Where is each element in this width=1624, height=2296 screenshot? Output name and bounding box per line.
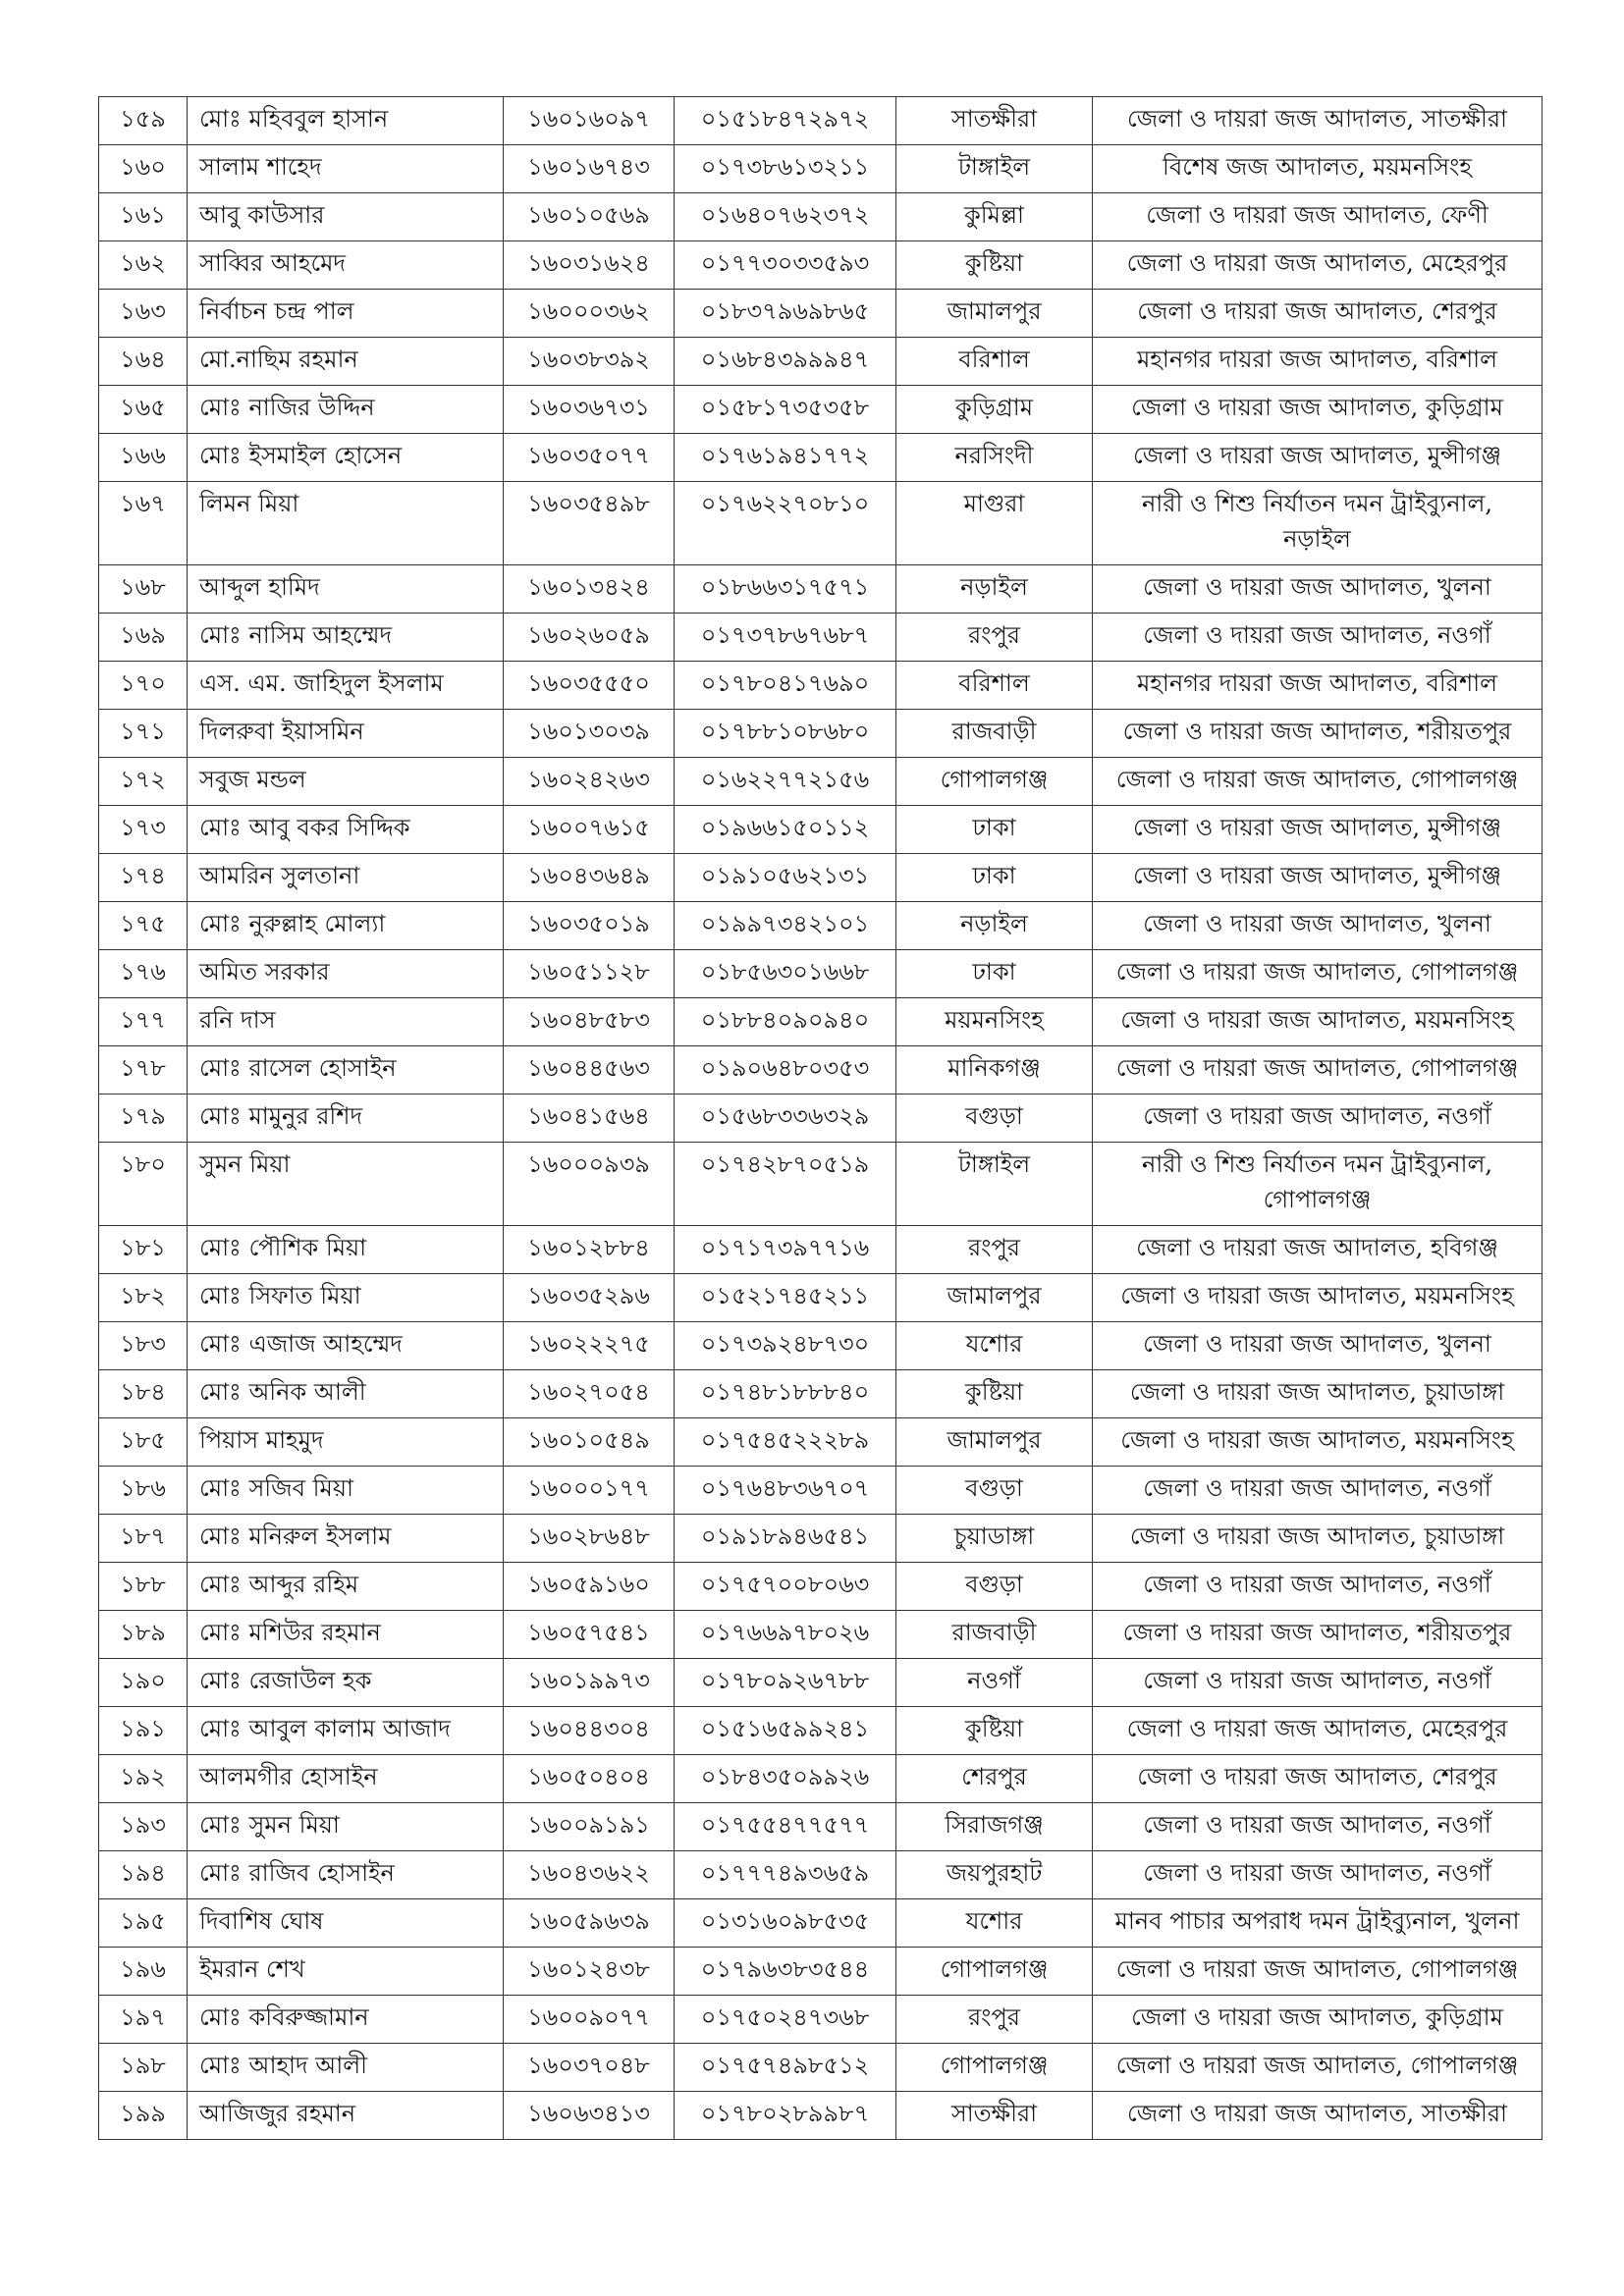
district-cell: নরসিংদী	[896, 434, 1093, 482]
phone-cell: ০১৬৪০৭৬২৩৭২	[675, 193, 896, 241]
posting-cell: জেলা ও দায়রা জজ আদালত, নওগাঁ	[1093, 1659, 1543, 1707]
code-cell: ১৬০১০৫৬৯	[504, 193, 675, 241]
phone-cell: ০১৫২১৭৪৫২১১	[675, 1274, 896, 1322]
district-cell: যশোর	[896, 1899, 1093, 1948]
table-row	[99, 2044, 1543, 2092]
district-cell: বগুড়া	[896, 1467, 1093, 1515]
name-cell: আব্দুল হামিদ	[188, 565, 504, 614]
district-cell: মাগুরা	[896, 482, 1093, 565]
posting-cell: জেলা ও দায়রা জজ আদালত, গোপালগঞ্জ	[1093, 1046, 1543, 1095]
serial-cell: ১৮৯	[99, 1611, 188, 1659]
name-cell: মোঃ রাজিব হোসাইন	[188, 1851, 504, 1899]
code-cell: ১৬০৪৪৩০৪	[504, 1707, 675, 1755]
table-row	[99, 145, 1543, 193]
serial-cell: ১৮৮	[99, 1563, 188, 1611]
posting-cell: জেলা ও দায়রা জজ আদালত, মুন্সীগঞ্জ	[1093, 434, 1543, 482]
code-cell: ১৬০০০১৭৭	[504, 1467, 675, 1515]
posting-cell: জেলা ও দায়রা জজ আদালত, সাতক্ষীরা	[1093, 2092, 1543, 2140]
phone-cell: ০১৭৮০৯২৬৭৮৮	[675, 1659, 896, 1707]
table-body	[99, 97, 1543, 2140]
code-cell: ১৬০৫৯১৬০	[504, 1563, 675, 1611]
code-cell: ১৬০১৩৪২৪	[504, 565, 675, 614]
table-row	[99, 482, 1543, 565]
posting-cell: জেলা ও দায়রা জজ আদালত, ময়মনসিংহ	[1093, 1418, 1543, 1467]
table-row	[99, 1515, 1543, 1563]
district-cell: ময়মনসিংহ	[896, 998, 1093, 1046]
code-cell: ১৬০৩৫০৭৭	[504, 434, 675, 482]
phone-cell: ০১৮৪৩৫০৯৯২৬	[675, 1755, 896, 1803]
district-cell: গোপালগঞ্জ	[896, 758, 1093, 806]
code-cell: ১৬০৬৩৪১৩	[504, 2092, 675, 2140]
code-cell: ১৬০৩৫২৯৬	[504, 1274, 675, 1322]
district-cell: বরিশাল	[896, 338, 1093, 386]
name-cell: মোঃ সুমন মিয়া	[188, 1803, 504, 1851]
posting-cell: নারী ও শিশু নির্যাতন দমন ট্রাইব্যুনাল, গোপালগঞ্জ	[1093, 1143, 1543, 1226]
name-cell: আমরিন সুলতানা	[188, 854, 504, 902]
table-row	[99, 1322, 1543, 1370]
district-cell: কুড়িগ্রাম	[896, 386, 1093, 434]
name-cell: আলমগীর হোসাইন	[188, 1755, 504, 1803]
code-cell: ১৬০৪৩৬৪৯	[504, 854, 675, 902]
code-cell: ১৬০৪৪৫৬৩	[504, 1046, 675, 1095]
code-cell: ১৬০০৯০৭৭	[504, 1996, 675, 2044]
district-cell: সিরাজগঞ্জ	[896, 1803, 1093, 1851]
phone-cell: ০১৭৮০২৮৯৯৮৭	[675, 2092, 896, 2140]
phone-cell: ০১৮৩৭৯৬৯৮৬৫	[675, 290, 896, 338]
phone-cell: ০১৭৫০২৪৭৩৬৮	[675, 1996, 896, 2044]
table-row	[99, 1851, 1543, 1899]
phone-cell: ০১৭৬৬৯৭৮০২৬	[675, 1611, 896, 1659]
phone-cell: ০১৭৫৪৫২২২৮৯	[675, 1418, 896, 1467]
posting-cell: জেলা ও দায়রা জজ আদালত, নওগাঁ	[1093, 1095, 1543, 1143]
posting-cell: জেলা ও দায়রা জজ আদালত, গোপালগঞ্জ	[1093, 950, 1543, 998]
table-row	[99, 338, 1543, 386]
district-cell: নওগাঁ	[896, 1659, 1093, 1707]
table-row	[99, 386, 1543, 434]
serial-cell: ১৬১	[99, 193, 188, 241]
serial-cell: ১৮১	[99, 1226, 188, 1274]
serial-cell: ১৯৩	[99, 1803, 188, 1851]
phone-cell: ০১৩১৬০৯৮৫৩৫	[675, 1899, 896, 1948]
phone-cell: ০১৭৮৮১০৮৬৮০	[675, 710, 896, 758]
table-row	[99, 758, 1543, 806]
posting-cell: নারী ও শিশু নির্যাতন দমন ট্রাইব্যুনাল, নড়াইল	[1093, 482, 1543, 565]
table-row	[99, 1143, 1543, 1226]
name-cell: রনি দাস	[188, 998, 504, 1046]
serial-cell: ১৭৫	[99, 902, 188, 950]
name-cell: মোঃ কবিরুজ্জামান	[188, 1996, 504, 2044]
phone-cell: ০১৮৮৪০৯০৯৪০	[675, 998, 896, 1046]
serial-cell: ১৬২	[99, 241, 188, 290]
district-cell: রংপুর	[896, 614, 1093, 662]
district-cell: মানিকগঞ্জ	[896, 1046, 1093, 1095]
name-cell: মোঃ রেজাউল হক	[188, 1659, 504, 1707]
posting-cell: জেলা ও দায়রা জজ আদালত, শরীয়তপুর	[1093, 710, 1543, 758]
table-row	[99, 1755, 1543, 1803]
phone-cell: ০১৯৯৭৩৪২১০১	[675, 902, 896, 950]
code-cell: ১৬০১৬০৯৭	[504, 97, 675, 145]
posting-cell: জেলা ও দায়রা জজ আদালত, নওগাঁ	[1093, 1563, 1543, 1611]
posting-cell: জেলা ও দায়রা জজ আদালত, শেরপুর	[1093, 1755, 1543, 1803]
name-cell: অমিত সরকার	[188, 950, 504, 998]
name-cell: এস. এম. জাহিদুল ইসলাম	[188, 662, 504, 710]
code-cell: ১৬০১০৫৪৯	[504, 1418, 675, 1467]
phone-cell: ০১৭৯৬৩৮৩৫৪৪	[675, 1948, 896, 1996]
code-cell: ১৬০১৬৭৪৩	[504, 145, 675, 193]
district-cell: চুয়াডাঙ্গা	[896, 1515, 1093, 1563]
code-cell: ১৬০২৭০৫৪	[504, 1370, 675, 1418]
phone-cell: ০১৫৮১৭৩৫৩৫৮	[675, 386, 896, 434]
table-row	[99, 1226, 1543, 1274]
district-cell: ঢাকা	[896, 854, 1093, 902]
district-cell: কুষ্টিয়া	[896, 241, 1093, 290]
serial-cell: ১৫৯	[99, 97, 188, 145]
table-row	[99, 614, 1543, 662]
document-page	[98, 96, 1543, 2140]
serial-cell: ১৬৯	[99, 614, 188, 662]
district-cell: নড়াইল	[896, 565, 1093, 614]
serial-cell: ১৯৮	[99, 2044, 188, 2092]
table-row	[99, 97, 1543, 145]
phone-cell: ০১৮৬৬৩১৭৫৭১	[675, 565, 896, 614]
serial-cell: ১৯২	[99, 1755, 188, 1803]
phone-cell: ০১৭৬১৯৪১৭৭২	[675, 434, 896, 482]
phone-cell: ০১৭৪২৮৭০৫১৯	[675, 1143, 896, 1226]
posting-cell: জেলা ও দায়রা জজ আদালত, ময়মনসিংহ	[1093, 1274, 1543, 1322]
district-cell: বগুড়া	[896, 1095, 1093, 1143]
appointment-table	[98, 96, 1543, 2140]
phone-cell: ০১৭৫৭০০৮০৬৩	[675, 1563, 896, 1611]
name-cell: মোঃ মামুনুর রশিদ	[188, 1095, 504, 1143]
phone-cell: ০১৭৩৯২৪৮৭৩০	[675, 1322, 896, 1370]
phone-cell: ০১৬২২৭৭২১৫৬	[675, 758, 896, 806]
posting-cell: জেলা ও দায়রা জজ আদালত, কুড়িগ্রাম	[1093, 1996, 1543, 2044]
phone-cell: ০১৭৭৭৪৯৩৬৫৯	[675, 1851, 896, 1899]
name-cell: মোঃ আব্দুর রহিম	[188, 1563, 504, 1611]
code-cell: ১৬০১৯৯৭৩	[504, 1659, 675, 1707]
code-cell: ১৬০২৮৬৪৮	[504, 1515, 675, 1563]
name-cell: লিমন মিয়া	[188, 482, 504, 565]
code-cell: ১৬০৪১৫৬৪	[504, 1095, 675, 1143]
posting-cell: জেলা ও দায়রা জজ আদালত, শরীয়তপুর	[1093, 1611, 1543, 1659]
table-row	[99, 193, 1543, 241]
phone-cell: ০১৬৮৪৩৯৯৯৪৭	[675, 338, 896, 386]
code-cell: ১৬০২৪২৬৩	[504, 758, 675, 806]
name-cell: মো.নাছিম রহমান	[188, 338, 504, 386]
table-row	[99, 2092, 1543, 2140]
serial-cell: ১৭৮	[99, 1046, 188, 1095]
district-cell: যশোর	[896, 1322, 1093, 1370]
name-cell: মোঃ সজিব মিয়া	[188, 1467, 504, 1515]
serial-cell: ১৮৫	[99, 1418, 188, 1467]
phone-cell: ০১৭৩৭৮৬৭৬৮৭	[675, 614, 896, 662]
district-cell: শেরপুর	[896, 1755, 1093, 1803]
posting-cell: মানব পাচার অপরাধ দমন ট্রাইব্যুনাল, খুলনা	[1093, 1899, 1543, 1948]
table-row	[99, 662, 1543, 710]
phone-cell: ০১৫৬৮৩৩৬৩২৯	[675, 1095, 896, 1143]
serial-cell: ১৮০	[99, 1143, 188, 1226]
posting-cell: জেলা ও দায়রা জজ আদালত, নওগাঁ	[1093, 614, 1543, 662]
table-row	[99, 1899, 1543, 1948]
posting-cell: জেলা ও দায়রা জজ আদালত, গোপালগঞ্জ	[1093, 2044, 1543, 2092]
name-cell: ইমরান শেখ	[188, 1948, 504, 1996]
serial-cell: ১৬৭	[99, 482, 188, 565]
serial-cell: ১৭২	[99, 758, 188, 806]
phone-cell: ০১৯১০৫৬২১৩১	[675, 854, 896, 902]
name-cell: মোঃ রাসেল হোসাইন	[188, 1046, 504, 1095]
table-row	[99, 1659, 1543, 1707]
table-row	[99, 854, 1543, 902]
table-row	[99, 1996, 1543, 2044]
serial-cell: ১৭৭	[99, 998, 188, 1046]
table-row	[99, 1095, 1543, 1143]
posting-cell: জেলা ও দায়রা জজ আদালত, নওগাঁ	[1093, 1851, 1543, 1899]
name-cell: মোঃ আবু বকর সিদ্দিক	[188, 806, 504, 854]
serial-cell: ১৬৮	[99, 565, 188, 614]
name-cell: মোঃ মহিববুল হাসান	[188, 97, 504, 145]
table-row	[99, 1948, 1543, 1996]
district-cell: গোপালগঞ্জ	[896, 2044, 1093, 2092]
serial-cell: ১৭০	[99, 662, 188, 710]
table-row	[99, 710, 1543, 758]
serial-cell: ১৬৬	[99, 434, 188, 482]
name-cell: মোঃ পৌশিক মিয়া	[188, 1226, 504, 1274]
posting-cell: জেলা ও দায়রা জজ আদালত, হবিগঞ্জ	[1093, 1226, 1543, 1274]
serial-cell: ১৬০	[99, 145, 188, 193]
district-cell: রংপুর	[896, 1226, 1093, 1274]
name-cell: মোঃ মশিউর রহমান	[188, 1611, 504, 1659]
code-cell: ১৬০২২২৭৫	[504, 1322, 675, 1370]
code-cell: ১৬০০০৯৩৯	[504, 1143, 675, 1226]
name-cell: পিয়াস মাহমুদ	[188, 1418, 504, 1467]
posting-cell: জেলা ও দায়রা জজ আদালত, গোপালগঞ্জ	[1093, 758, 1543, 806]
phone-cell: ০১৫১৮৪৭২৯৭২	[675, 97, 896, 145]
table-row	[99, 998, 1543, 1046]
code-cell: ১৬০৫০৪০৪	[504, 1755, 675, 1803]
table-row	[99, 565, 1543, 614]
phone-cell: ০১৫১৬৫৯৯২৪১	[675, 1707, 896, 1755]
table-row	[99, 1611, 1543, 1659]
phone-cell: ০১৯৬৬১৫০১১২	[675, 806, 896, 854]
district-cell: সাতক্ষীরা	[896, 2092, 1093, 2140]
district-cell: ঢাকা	[896, 806, 1093, 854]
serial-cell: ১৮৬	[99, 1467, 188, 1515]
phone-cell: ০১৯১৮৯৪৬৫৪১	[675, 1515, 896, 1563]
code-cell: ১৬০১২৪৩৮	[504, 1948, 675, 1996]
code-cell: ১৬০১২৮৮৪	[504, 1226, 675, 1274]
district-cell: জামালপুর	[896, 1418, 1093, 1467]
district-cell: জামালপুর	[896, 1274, 1093, 1322]
district-cell: কুমিল্লা	[896, 193, 1093, 241]
serial-cell: ১৮২	[99, 1274, 188, 1322]
posting-cell: জেলা ও দায়রা জজ আদালত, মুন্সীগঞ্জ	[1093, 854, 1543, 902]
table-row	[99, 241, 1543, 290]
serial-cell: ১৮৩	[99, 1322, 188, 1370]
posting-cell: জেলা ও দায়রা জজ আদালত, গোপালগঞ্জ	[1093, 1948, 1543, 1996]
serial-cell: ১৯৯	[99, 2092, 188, 2140]
posting-cell: জেলা ও দায়রা জজ আদালত, নওগাঁ	[1093, 1803, 1543, 1851]
posting-cell: মহানগর দায়রা জজ আদালত, বরিশাল	[1093, 338, 1543, 386]
table-row	[99, 1370, 1543, 1418]
district-cell: সাতক্ষীরা	[896, 97, 1093, 145]
code-cell: ১৬০০৯১৯১	[504, 1803, 675, 1851]
table-row	[99, 1418, 1543, 1467]
table-row	[99, 1274, 1543, 1322]
code-cell: ১৬০৫৭৫৪১	[504, 1611, 675, 1659]
district-cell: বরিশাল	[896, 662, 1093, 710]
name-cell: নির্বাচন চন্দ্র পাল	[188, 290, 504, 338]
serial-cell: ১৮৭	[99, 1515, 188, 1563]
phone-cell: ০১৭৬৪৮৩৬৭০৭	[675, 1467, 896, 1515]
code-cell: ১৬০৪৩৬২২	[504, 1851, 675, 1899]
serial-cell: ১৯১	[99, 1707, 188, 1755]
name-cell: মোঃ অনিক আলী	[188, 1370, 504, 1418]
phone-cell: ০১৭৩৮৬১৩২১১	[675, 145, 896, 193]
posting-cell: জেলা ও দায়রা জজ আদালত, চুয়াডাঙ্গা	[1093, 1370, 1543, 1418]
district-cell: রংপুর	[896, 1996, 1093, 2044]
phone-cell: ০১৯০৬৪৮০৩৫৩	[675, 1046, 896, 1095]
code-cell: ১৬০৫৯৬৩৯	[504, 1899, 675, 1948]
district-cell: রাজবাড়ী	[896, 1611, 1093, 1659]
name-cell: মোঃ আহাদ আলী	[188, 2044, 504, 2092]
table-row	[99, 290, 1543, 338]
name-cell: সালাম শাহেদ	[188, 145, 504, 193]
code-cell: ১৬০৩৫৫৫০	[504, 662, 675, 710]
name-cell: মোঃ আবুল কালাম আজাদ	[188, 1707, 504, 1755]
posting-cell: বিশেষ জজ আদালত, ময়মনসিংহ	[1093, 145, 1543, 193]
name-cell: আজিজুর রহমান	[188, 2092, 504, 2140]
phone-cell: ০১৭৮০৪১৭৬৯০	[675, 662, 896, 710]
name-cell: মোঃ নাসিম আহম্মেদ	[188, 614, 504, 662]
code-cell: ১৬০০৭৬১৫	[504, 806, 675, 854]
serial-cell: ১৮৪	[99, 1370, 188, 1418]
name-cell: মোঃ নাজির উদ্দিন	[188, 386, 504, 434]
serial-cell: ১৬৫	[99, 386, 188, 434]
posting-cell: জেলা ও দায়রা জজ আদালত, সাতক্ষীরা	[1093, 97, 1543, 145]
phone-cell: ০১৭৬২২৭০৮১০	[675, 482, 896, 565]
table-row	[99, 1046, 1543, 1095]
district-cell: বগুড়া	[896, 1563, 1093, 1611]
posting-cell: জেলা ও দায়রা জজ আদালত, মেহেরপুর	[1093, 241, 1543, 290]
table-row	[99, 434, 1543, 482]
name-cell: দিবাশিষ ঘোষ	[188, 1899, 504, 1948]
code-cell: ১৬০৪৮৫৮৩	[504, 998, 675, 1046]
serial-cell: ১৯৫	[99, 1899, 188, 1948]
district-cell: টাঙ্গাইল	[896, 1143, 1093, 1226]
serial-cell: ১৭৪	[99, 854, 188, 902]
code-cell: ১৬০৩৬৭৩১	[504, 386, 675, 434]
code-cell: ১৬০১৩০৩৯	[504, 710, 675, 758]
posting-cell: জেলা ও দায়রা জজ আদালত, নওগাঁ	[1093, 1467, 1543, 1515]
code-cell: ১৬০০০৩৬২	[504, 290, 675, 338]
serial-cell: ১৯৭	[99, 1996, 188, 2044]
posting-cell: জেলা ও দায়রা জজ আদালত, মেহেরপুর	[1093, 1707, 1543, 1755]
name-cell: মোঃ সিফাত মিয়া	[188, 1274, 504, 1322]
district-cell: কুষ্টিয়া	[896, 1370, 1093, 1418]
district-cell: টাঙ্গাইল	[896, 145, 1093, 193]
serial-cell: ১৭১	[99, 710, 188, 758]
name-cell: আবু কাউসার	[188, 193, 504, 241]
serial-cell: ১৯৪	[99, 1851, 188, 1899]
name-cell: সুমন মিয়া	[188, 1143, 504, 1226]
posting-cell: জেলা ও দায়রা জজ আদালত, খুলনা	[1093, 902, 1543, 950]
table-row	[99, 902, 1543, 950]
table-row	[99, 950, 1543, 998]
phone-cell: ০১৭৫৭৪৯৮৫১২	[675, 2044, 896, 2092]
name-cell: সাব্বির আহমেদ	[188, 241, 504, 290]
posting-cell: জেলা ও দায়রা জজ আদালত, খুলনা	[1093, 565, 1543, 614]
table-row	[99, 1467, 1543, 1515]
name-cell: মোঃ নুরুল্লাহ মোল্যা	[188, 902, 504, 950]
table-row	[99, 1803, 1543, 1851]
serial-cell: ১৭৯	[99, 1095, 188, 1143]
code-cell: ১৬০৩৫০১৯	[504, 902, 675, 950]
name-cell: দিলরুবা ইয়াসমিন	[188, 710, 504, 758]
district-cell: রাজবাড়ী	[896, 710, 1093, 758]
posting-cell: জেলা ও দায়রা জজ আদালত, শেরপুর	[1093, 290, 1543, 338]
name-cell: মোঃ ইসমাইল হোসেন	[188, 434, 504, 482]
district-cell: জামালপুর	[896, 290, 1093, 338]
name-cell: সবুজ মন্ডল	[188, 758, 504, 806]
posting-cell: জেলা ও দায়রা জজ আদালত, চুয়াডাঙ্গা	[1093, 1515, 1543, 1563]
serial-cell: ১৯৬	[99, 1948, 188, 1996]
phone-cell: ০১৭৫৫৪৭৭৫৭৭	[675, 1803, 896, 1851]
code-cell: ১৬০৩১৬২৪	[504, 241, 675, 290]
code-cell: ১৬০৩৫৪৯৮	[504, 482, 675, 565]
posting-cell: জেলা ও দায়রা জজ আদালত, খুলনা	[1093, 1322, 1543, 1370]
serial-cell: ১৭৬	[99, 950, 188, 998]
district-cell: কুষ্টিয়া	[896, 1707, 1093, 1755]
serial-cell: ১৭৩	[99, 806, 188, 854]
code-cell: ১৬০৩৮৩৯২	[504, 338, 675, 386]
posting-cell: জেলা ও দায়রা জজ আদালত, কুড়িগ্রাম	[1093, 386, 1543, 434]
posting-cell: জেলা ও দায়রা জজ আদালত, ফেণী	[1093, 193, 1543, 241]
posting-cell: মহানগর দায়রা জজ আদালত, বরিশাল	[1093, 662, 1543, 710]
phone-cell: ০১৭৪৮১৮৮৮৪০	[675, 1370, 896, 1418]
district-cell: গোপালগঞ্জ	[896, 1948, 1093, 1996]
code-cell: ১৬০৩৭০৪৮	[504, 2044, 675, 2092]
serial-cell: ১৬৪	[99, 338, 188, 386]
serial-cell: ১৬৩	[99, 290, 188, 338]
code-cell: ১৬০৫১১২৮	[504, 950, 675, 998]
table-row	[99, 806, 1543, 854]
posting-cell: জেলা ও দায়রা জজ আদালত, মুন্সীগঞ্জ	[1093, 806, 1543, 854]
phone-cell: ০১৭১৭৩৯৭৭১৬	[675, 1226, 896, 1274]
district-cell: ঢাকা	[896, 950, 1093, 998]
district-cell: নড়াইল	[896, 902, 1093, 950]
phone-cell: ০১৭৭৩০৩৩৫৯৩	[675, 241, 896, 290]
name-cell: মোঃ মনিরুল ইসলাম	[188, 1515, 504, 1563]
name-cell: মোঃ এজাজ আহম্মেদ	[188, 1322, 504, 1370]
phone-cell: ০১৮৫৬৩০১৬৬৮	[675, 950, 896, 998]
posting-cell: জেলা ও দায়রা জজ আদালত, ময়মনসিংহ	[1093, 998, 1543, 1046]
table-row	[99, 1707, 1543, 1755]
serial-cell: ১৯০	[99, 1659, 188, 1707]
district-cell: জয়পুরহাট	[896, 1851, 1093, 1899]
table-row	[99, 1563, 1543, 1611]
code-cell: ১৬০২৬০৫৯	[504, 614, 675, 662]
